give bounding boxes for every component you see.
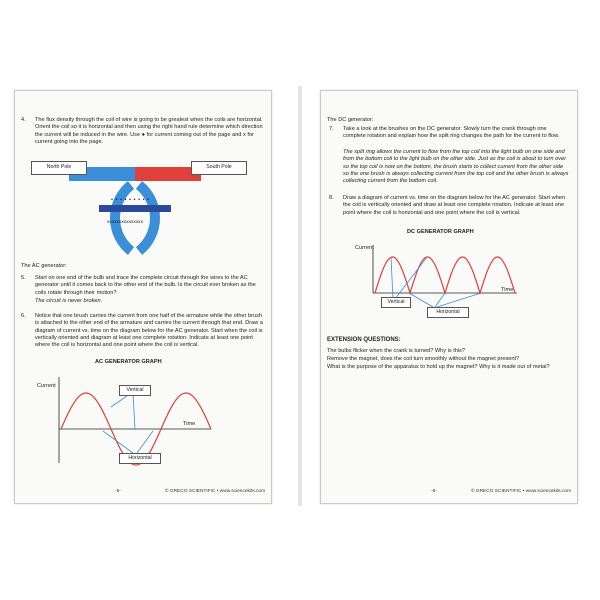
ac-horizontal-pointer (103, 431, 133, 453)
left-page-number: -5- (115, 489, 121, 494)
question-8-number: 8. (329, 195, 334, 201)
dc-graph-title: DC GENERATOR GRAPH (407, 229, 474, 235)
magnet-blue-right (139, 185, 155, 251)
ac-generator-heading: The AC generator: (21, 263, 67, 269)
dc-current-wave (375, 257, 515, 293)
question-5-text: Start on one end of the bulb and trace the complete circuit through the wires to the AC generator until it comes back to the other end of the bulb. Is the circuit ever broken as the coils rotate through their motion? (35, 275, 256, 296)
question-5-answer: The circuit is never broken. (35, 298, 103, 304)
left-page-footer: © GRECO SCIENTIFIC • www.sciencekits.com (165, 489, 266, 494)
extension-question-3: What is the purpose of the apparatus to hold up the magnet? Why is it made out of metal? (327, 364, 550, 370)
dc-generator-heading: The DC generator: (327, 117, 374, 123)
question-7-text: Take a look at the brushes on the DC generator. Slowly turn the crank through one complete rotation and explain how the split ring changes the path for the current to flow. (343, 126, 560, 140)
dc-horizontal-pointer (409, 293, 433, 307)
ac-vertical-label: Vertical (119, 385, 151, 396)
magnet-blue-half (115, 185, 131, 251)
dc-graph-x-label: Time (501, 287, 514, 293)
right-page (320, 90, 578, 504)
question-7-number: 7. (329, 126, 334, 132)
coil-current-out-dots: • • • • • • • • • (111, 197, 150, 203)
north-pole-label: North Pole (31, 161, 87, 175)
ac-graph-x-label: Time (183, 421, 196, 427)
ac-horizontal-label: Horizontal (119, 453, 161, 464)
south-pole-label: South Pole (191, 161, 247, 175)
ac-vertical-pointer-2 (133, 393, 135, 429)
right-page-number: -6- (431, 489, 437, 494)
question-5-number: 5. (21, 275, 26, 281)
question-6-number: 6. (21, 313, 26, 319)
question-4-text: The flux density through the coil of wire is going to be greatest when the coils are horizontal. Orient the coil so it is horizontal and then using the right hand rule determine which direction the current will be induced in the wire. Use ● for current coming out of the page and x for current going into the page. (35, 117, 263, 145)
question-8-text: Draw a diagram of current vs. time on the diagram below for the AC generator. Start when the coil is vertically oriented and draw at least one complete rotation. Indicate at least one point where the coil is horizontal and one point where the coil is vertical. (343, 195, 565, 216)
dc-graph-y-label: Current (355, 245, 374, 251)
coil-bar (99, 205, 171, 212)
ac-graph-title: AC GENERATOR GRAPH (95, 359, 162, 365)
book-spine (298, 86, 302, 506)
right-page-footer: © GRECO SCIENTIFIC • www.sciencekits.com (471, 489, 572, 494)
left-page (14, 90, 272, 504)
coil-current-in-xs: xxxxxxxxxxxxxxx (107, 220, 143, 225)
extension-question-1: The bulbs flicker when the crank is turned? Why is this? (327, 348, 466, 354)
question-4-number: 4. (21, 117, 26, 123)
extension-question-2: Remove the magnet, does the coil turn smoothly without the magnet present? (327, 356, 520, 362)
question-7-answer: The split ring allows the current to flow from the top coil into the light bulb on one side and from the bottom coil to the light bulb on the other side. Just as the coil is about to turn over so the top coil is now on the bottom, the brush starts to collect current from the other side so the one brush is always collecting current from the top coil and the other brush is always collecting current from the bottom coil. (343, 149, 569, 185)
question-6-text: Notice that one brush carries the current from one half of the armature while the other brush is attached to the other end of the armature and carries the current through that end. Draw a diagram of current vs. time on the diagram below for the AC generator. Start when the coil is vertically oriented and diagram at least one complete rotation. Indicate at least one point where the coil is horizontal and one point where the coil is vertical. (35, 313, 263, 349)
dc-vertical-label: Vertical (381, 297, 411, 308)
dc-horizontal-label: Horizontal (427, 307, 469, 318)
ac-graph-y-label: Current (37, 383, 56, 389)
extension-questions-heading: EXTENSION QUESTIONS: (327, 337, 401, 343)
